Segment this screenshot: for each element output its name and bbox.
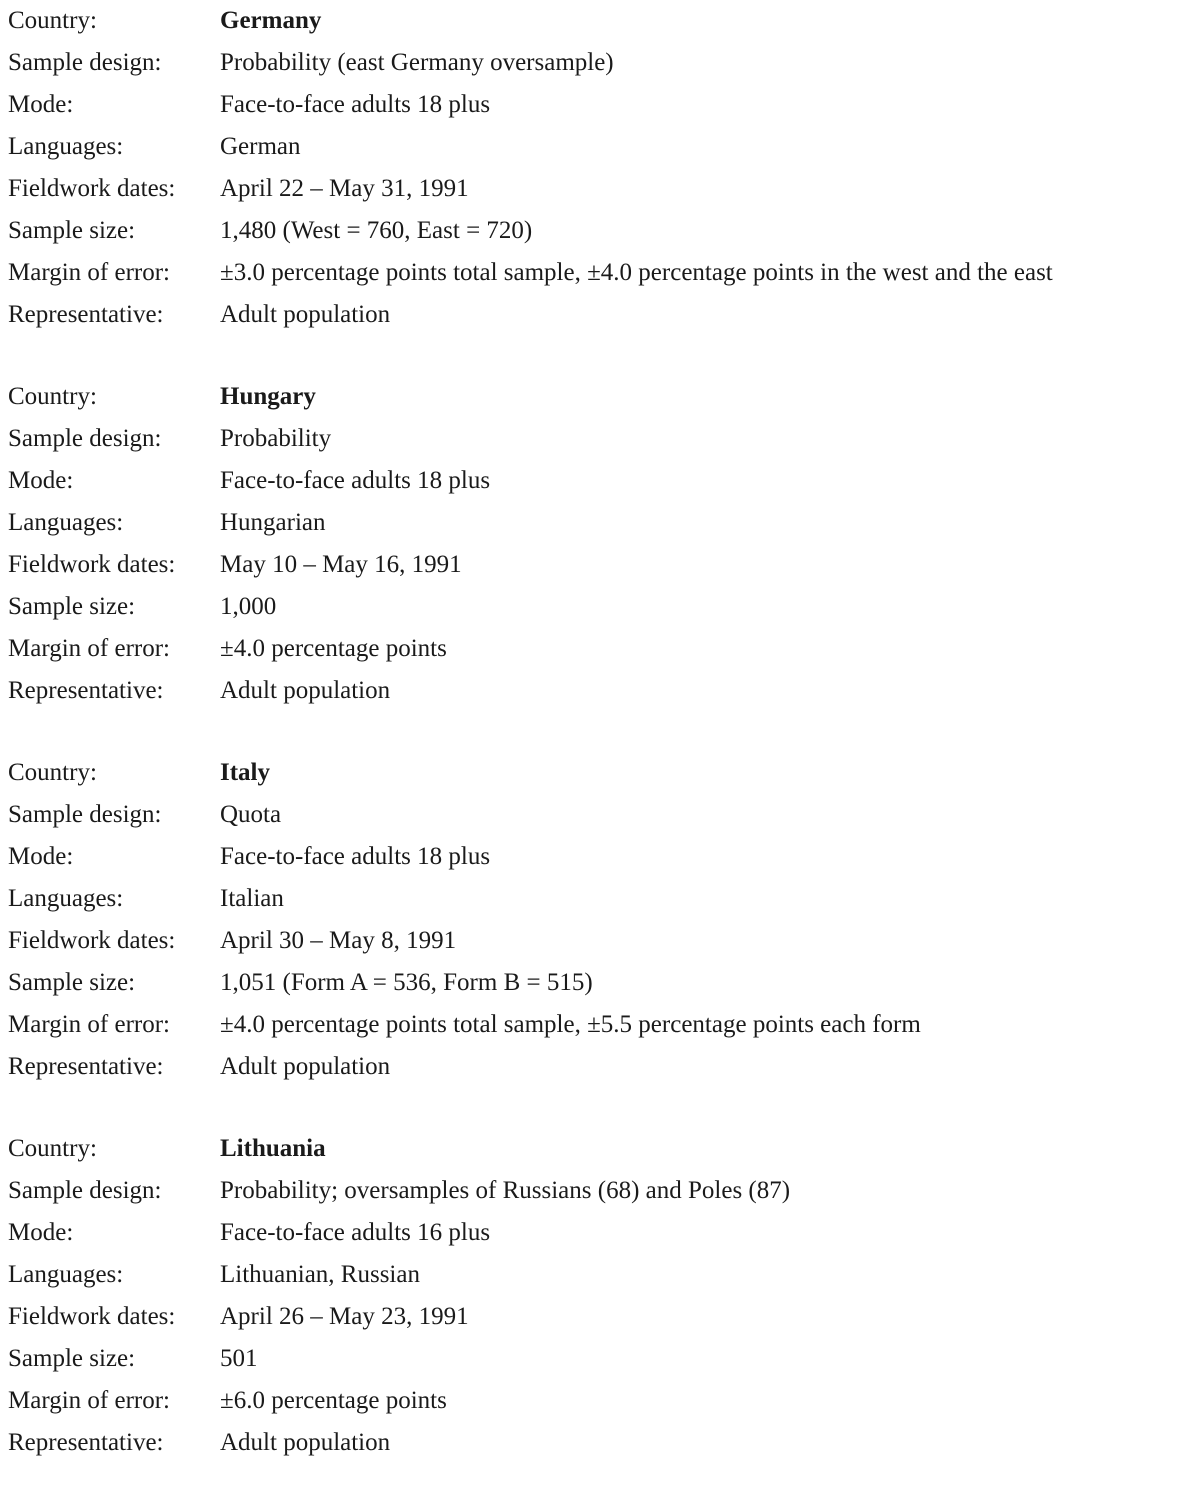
fieldwork-dates-value: April 22 – May 31, 1991 bbox=[220, 175, 469, 202]
representative-value: Adult population bbox=[220, 1429, 391, 1456]
mode-label: Mode: bbox=[8, 91, 74, 118]
survey-details-table bbox=[8, 752, 921, 1088]
margin-of-error-value: ±4.0 percentage points bbox=[220, 635, 447, 662]
margin-of-error-label: Margin of error: bbox=[8, 635, 170, 662]
mode-value: Face-to-face adults 18 plus bbox=[220, 467, 491, 494]
country-label: Country: bbox=[8, 759, 97, 786]
mode-value: Face-to-face adults 18 plus bbox=[220, 843, 491, 870]
sample-design-value: Quota bbox=[220, 801, 282, 828]
margin-of-error-row bbox=[8, 252, 1053, 294]
country-block-germany bbox=[8, 0, 1192, 376]
mode-value: Face-to-face adults 16 plus bbox=[220, 1219, 491, 1246]
representative-row bbox=[8, 1422, 790, 1464]
fieldwork-dates-label: Fieldwork dates: bbox=[8, 1303, 176, 1330]
margin-of-error-value: ±6.0 percentage points bbox=[220, 1387, 447, 1414]
sample-design-label: Sample design: bbox=[8, 801, 162, 828]
fieldwork-dates-label: Fieldwork dates: bbox=[8, 175, 176, 202]
margin-of-error-value: ±4.0 percentage points total sample, ±5.5 percentage points each form bbox=[220, 1011, 921, 1038]
sample-size-value: 1,480 (West = 760, East = 720) bbox=[220, 217, 533, 244]
representative-row bbox=[8, 294, 1053, 336]
survey-details-table bbox=[8, 376, 490, 712]
mode-label: Mode: bbox=[8, 843, 74, 870]
country-name: Lithuania bbox=[220, 1135, 326, 1162]
sample-design-label: Sample design: bbox=[8, 49, 162, 76]
fieldwork-dates-value: April 26 – May 23, 1991 bbox=[220, 1303, 469, 1330]
country-row bbox=[8, 376, 490, 418]
representative-value: Adult population bbox=[220, 677, 391, 704]
margin-of-error-label: Margin of error: bbox=[8, 1387, 170, 1414]
languages-value: Hungarian bbox=[220, 509, 326, 536]
fieldwork-dates-label: Fieldwork dates: bbox=[8, 927, 176, 954]
survey-details-table bbox=[8, 0, 1053, 336]
fieldwork-dates-row bbox=[8, 544, 490, 586]
country-label: Country: bbox=[8, 1135, 97, 1162]
representative-value: Adult population bbox=[220, 1053, 391, 1080]
sample-design-label: Sample design: bbox=[8, 1177, 162, 1204]
mode-row bbox=[8, 836, 921, 878]
fieldwork-dates-label: Fieldwork dates: bbox=[8, 551, 176, 578]
country-name: Italy bbox=[220, 759, 270, 786]
sample-size-row bbox=[8, 962, 921, 1004]
mode-row bbox=[8, 84, 1053, 126]
representative-row bbox=[8, 670, 490, 712]
representative-label: Representative: bbox=[8, 301, 164, 328]
margin-of-error-row bbox=[8, 1380, 790, 1422]
country-row bbox=[8, 0, 1053, 42]
fieldwork-dates-value: April 30 – May 8, 1991 bbox=[220, 927, 457, 954]
sample-size-value: 501 bbox=[220, 1345, 258, 1372]
languages-row bbox=[8, 502, 490, 544]
country-row bbox=[8, 1128, 790, 1170]
margin-of-error-row bbox=[8, 628, 490, 670]
country-label: Country: bbox=[8, 383, 97, 410]
sample-size-row bbox=[8, 586, 490, 628]
margin-of-error-label: Margin of error: bbox=[8, 259, 170, 286]
margin-of-error-value: ±3.0 percentage points total sample, ±4.0 percentage points in the west and the east bbox=[220, 259, 1053, 286]
representative-label: Representative: bbox=[8, 1053, 164, 1080]
sample-design-value: Probability (east Germany oversample) bbox=[220, 49, 614, 76]
country-name: Hungary bbox=[220, 383, 316, 410]
languages-row bbox=[8, 878, 921, 920]
sample-size-label: Sample size: bbox=[8, 217, 136, 244]
languages-row bbox=[8, 1254, 790, 1296]
country-label: Country: bbox=[8, 7, 97, 34]
languages-label: Languages: bbox=[8, 133, 124, 160]
sample-design-value: Probability; oversamples of Russians (68) and Poles (87) bbox=[220, 1177, 791, 1204]
sample-size-row bbox=[8, 210, 1053, 252]
sample-design-row bbox=[8, 42, 1053, 84]
country-block-italy bbox=[8, 752, 1192, 1128]
fieldwork-dates-value: May 10 – May 16, 1991 bbox=[220, 551, 462, 578]
mode-label: Mode: bbox=[8, 1219, 74, 1246]
languages-label: Languages: bbox=[8, 885, 124, 912]
fieldwork-dates-row bbox=[8, 920, 921, 962]
sample-design-value: Probability bbox=[220, 425, 332, 452]
sample-size-value: 1,051 (Form A = 536, Form B = 515) bbox=[220, 969, 593, 996]
representative-row bbox=[8, 1046, 921, 1088]
languages-row bbox=[8, 126, 1053, 168]
country-block-lithuania bbox=[8, 1128, 1192, 1504]
representative-label: Representative: bbox=[8, 677, 164, 704]
mode-label: Mode: bbox=[8, 467, 74, 494]
mode-value: Face-to-face adults 18 plus bbox=[220, 91, 491, 118]
languages-value: Lithuanian, Russian bbox=[220, 1261, 420, 1288]
languages-value: German bbox=[220, 133, 301, 160]
margin-of-error-row bbox=[8, 1004, 921, 1046]
sample-design-row bbox=[8, 418, 490, 460]
languages-label: Languages: bbox=[8, 509, 124, 536]
sample-design-row bbox=[8, 794, 921, 836]
fieldwork-dates-row bbox=[8, 168, 1053, 210]
margin-of-error-label: Margin of error: bbox=[8, 1011, 170, 1038]
languages-value: Italian bbox=[220, 885, 284, 912]
survey-details-table bbox=[8, 1128, 790, 1464]
sample-size-label: Sample size: bbox=[8, 593, 136, 620]
sample-size-row bbox=[8, 1338, 790, 1380]
sample-size-value: 1,000 bbox=[220, 593, 277, 620]
representative-value: Adult population bbox=[220, 301, 391, 328]
survey-methodology-document bbox=[8, 0, 1192, 1504]
mode-row bbox=[8, 1212, 790, 1254]
sample-size-label: Sample size: bbox=[8, 1345, 136, 1372]
sample-size-label: Sample size: bbox=[8, 969, 136, 996]
country-row bbox=[8, 752, 921, 794]
languages-label: Languages: bbox=[8, 1261, 124, 1288]
country-name: Germany bbox=[220, 7, 322, 34]
sample-design-row bbox=[8, 1170, 790, 1212]
representative-label: Representative: bbox=[8, 1429, 164, 1456]
sample-design-label: Sample design: bbox=[8, 425, 162, 452]
fieldwork-dates-row bbox=[8, 1296, 790, 1338]
country-block-hungary bbox=[8, 376, 1192, 752]
mode-row bbox=[8, 460, 490, 502]
